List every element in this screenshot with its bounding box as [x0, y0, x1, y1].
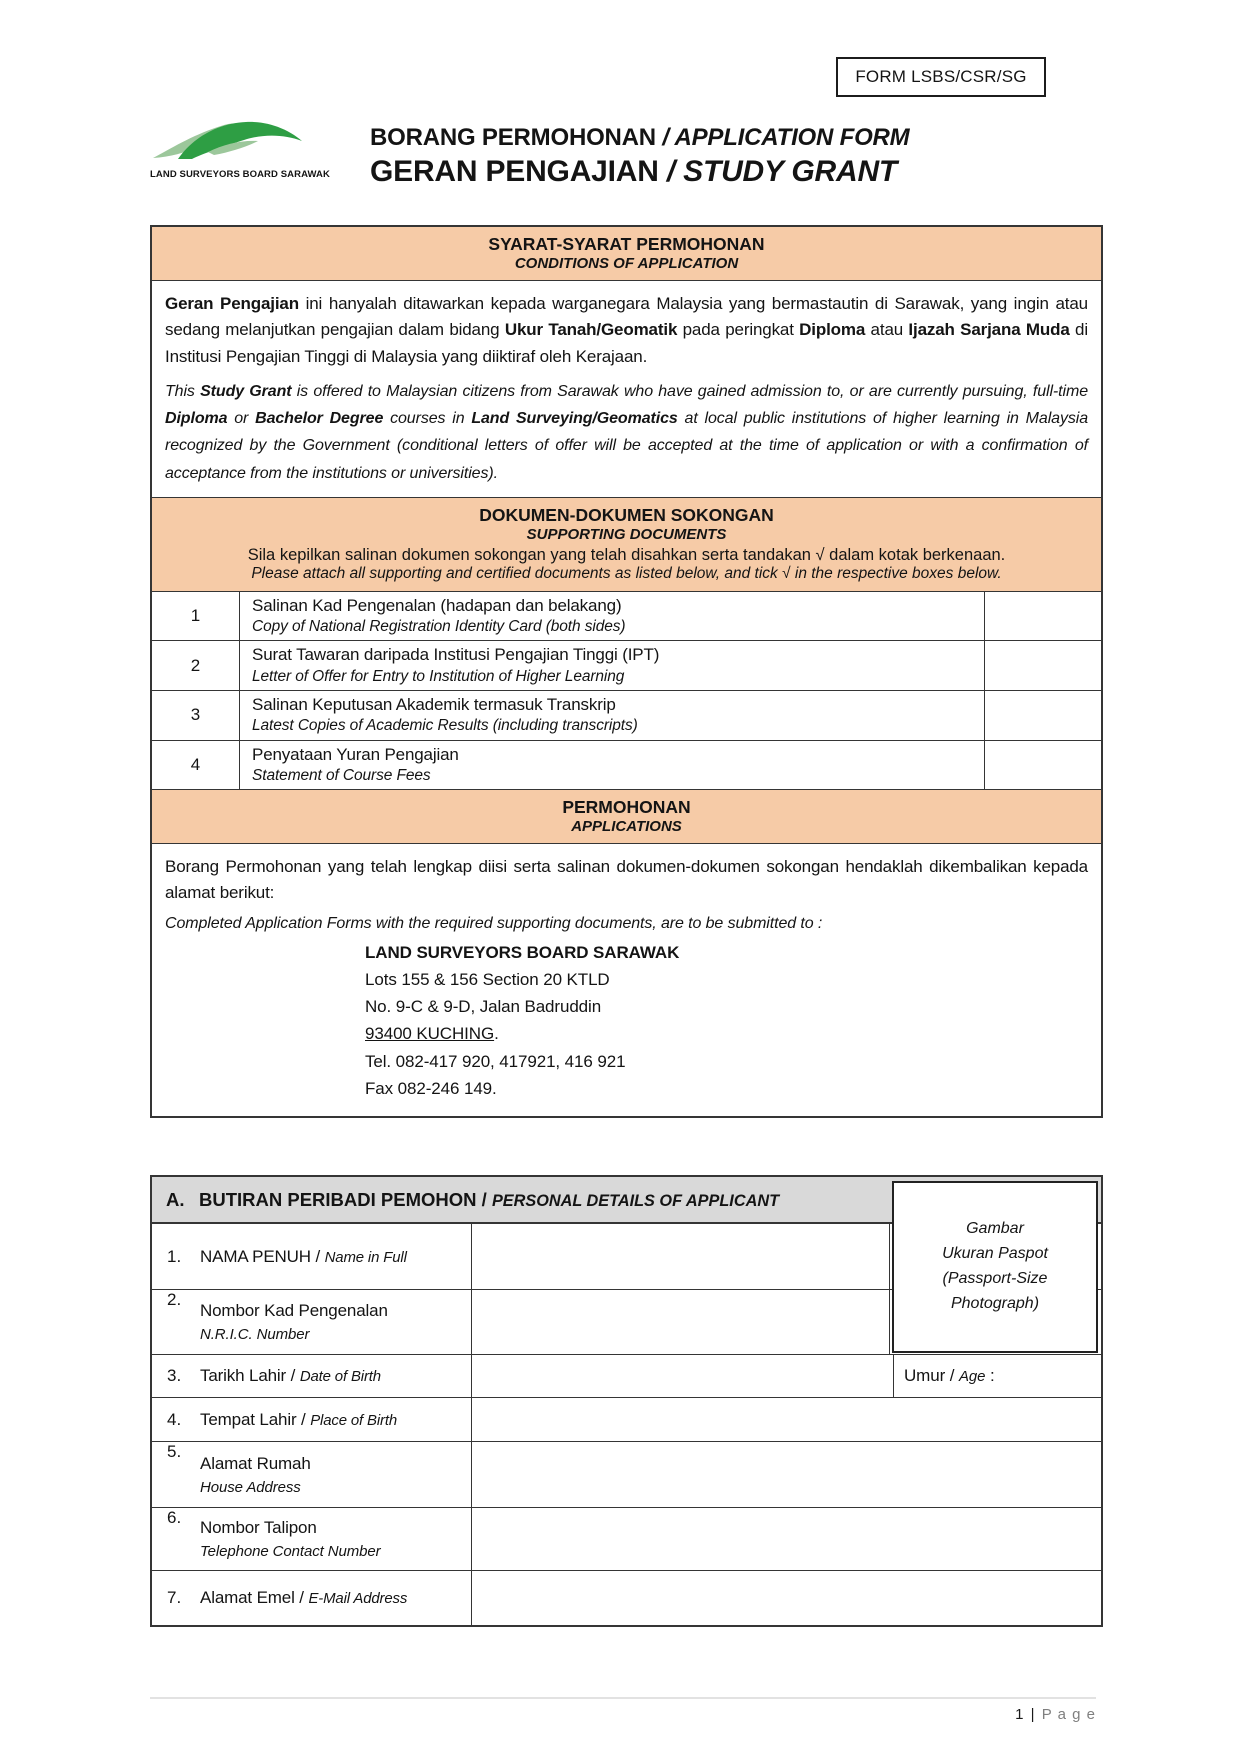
document-item-en: Copy of National Registration Identity Card (both sides) [252, 618, 626, 636]
lsbs-logo-icon [150, 116, 320, 166]
document-title-line2: GERAN PENGAJIAN / STUDY GRANT [370, 154, 898, 188]
age-input-cell[interactable] [894, 1355, 1101, 1397]
document-item-ms: Salinan Keputusan Akademik termasuk Transkrip [252, 694, 616, 714]
nric-input-cell[interactable] [472, 1290, 890, 1354]
document-item-number: 3 [152, 691, 240, 740]
field-number: 3. [167, 1366, 182, 1385]
name-input-cell[interactable] [472, 1224, 890, 1289]
passport-photo-box[interactable] [892, 1181, 1098, 1353]
documents-heading-en: SUPPORTING DOCUMENTS [526, 525, 727, 543]
documents-header [152, 498, 1101, 592]
conditions-paragraph-en: This Study Grant is offered to Malaysian citizens from Sarawak who have gained admission to, or are currently pursuing, full-time Diploma or Bachelor Degree courses in Land Surveying/Geomatics at local public institutions of higher learning in Malaysia recognized by the Government (conditional letters of offer will be accepted at the time of application or with a confirmation of acceptance from the institutions or universities). [165, 383, 1089, 482]
field-number: 4. [167, 1409, 182, 1429]
document-item-row [152, 641, 1101, 691]
address-city: 93400 KUCHING. [365, 1024, 499, 1044]
field-label-text [200, 1301, 388, 1343]
field-label-ms: Alamat Rumah [200, 1453, 311, 1473]
field-label-text [200, 1454, 311, 1496]
document-item-en: Letter of Offer for Entry to Institution of Higher Learning [252, 667, 625, 685]
document-item-row [152, 741, 1101, 791]
house-address-input-cell[interactable] [472, 1442, 1101, 1507]
field-label-text: NAMA PENUH / Name in Full [200, 1246, 407, 1266]
document-item-ms: Surat Tawaran daripada Institusi Pengajian Tinggi (IPT) [252, 645, 660, 665]
field-number: 1. [167, 1246, 182, 1266]
document-item-number: 1 [152, 592, 240, 641]
document-item-row [152, 691, 1101, 741]
field-label-en: House Address [200, 1478, 301, 1496]
section-a [150, 1175, 1103, 1627]
document-title [370, 110, 909, 190]
applications-header [152, 790, 1101, 844]
conditions-paragraph-ms: Geran Pengajian ini hanyalah ditawarkan kepada warganegara Malaysia yang bermastautin di Sarawak, yang ingin atau sedang melanjutkan pengajian dalam bidang Ukur Tanah/Geomatik pada peringkat Diploma atau Ijazah Sarjana Muda di Institusi Pengajian Tinggi di Malaysia yang diiktiraf oleh Kerajaan. [165, 294, 1088, 366]
document-title-line1: BORANG PERMOHONAN / APPLICATION FORM [370, 124, 910, 151]
field-label-nric [152, 1290, 472, 1354]
field-number: 7. [167, 1588, 182, 1607]
page-number [150, 1706, 1096, 1723]
logo-caption: LAND SURVEYORS BOARD SARAWAK [150, 169, 330, 180]
document-item-text [240, 741, 984, 790]
field-number: 6. [167, 1508, 182, 1527]
field-label-email [152, 1571, 472, 1625]
field-row-house-address [152, 1442, 1101, 1508]
email-input-cell[interactable] [472, 1571, 1101, 1625]
field-label-name [152, 1224, 472, 1289]
conditions-header [152, 227, 1101, 281]
field-label-ms: Nombor Kad Pengenalan [200, 1301, 388, 1320]
field-label-text: Alamat Emel / E-Mail Address [200, 1588, 408, 1607]
document-header [150, 110, 1103, 190]
applications-paragraph-en: Completed Application Forms with the required supporting documents, are to be submitted to : [165, 914, 823, 932]
address-name: LAND SURVEYORS BOARD SARAWAK [365, 942, 680, 962]
field-label-pob [152, 1398, 472, 1441]
field-row-pob [152, 1398, 1101, 1442]
form-code-box: FORM LSBS/CSR/SG [836, 57, 1046, 97]
field-label-text [200, 1518, 381, 1560]
footer-divider [150, 1697, 1096, 1699]
tick-box-cell[interactable] [984, 592, 1101, 641]
conditions-heading-ms: SYARAT-SYARAT PERMOHONAN [488, 234, 765, 254]
document-item-text [240, 592, 984, 641]
applications-heading-ms: PERMOHONAN [562, 797, 691, 818]
field-label-text: Tarikh Lahir / Date of Birth [200, 1366, 381, 1385]
applications-paragraph-ms: Borang Permohonan yang telah lengkap diisi serta salinan dokumen-dokumen sokongan hendaklah dikembalikan kepada alamat berikut: [165, 857, 1088, 903]
conditions-body [152, 281, 1101, 498]
conditions-heading-en: CONDITIONS OF APPLICATION [514, 255, 739, 272]
lsbs-logo [150, 110, 330, 180]
tick-box-cell[interactable] [984, 641, 1101, 690]
documents-heading-ms: DOKUMEN-DOKUMEN SOKONGAN [479, 504, 774, 525]
document-item-text [240, 691, 984, 740]
page-footer [150, 1697, 1096, 1723]
page-number-value: 1 [1015, 1706, 1024, 1723]
age-label: Umur / Age : [904, 1366, 995, 1385]
document-item-ms: Salinan Kad Pengenalan (hadapan dan belakang) [252, 595, 622, 615]
address-fax: Fax 082-246 149. [365, 1078, 497, 1098]
section-a-letter: A. [166, 1188, 185, 1210]
document-item-en: Statement of Course Fees [252, 766, 431, 784]
photo-box-line: Gambar [966, 1220, 1024, 1238]
documents-note-en: Please attach all supporting and certified documents as listed below, and tick √ in the respective boxes below. [251, 564, 1002, 582]
address-telephone: Tel. 082-417 920, 417921, 416 921 [365, 1051, 626, 1071]
document-item-number: 2 [152, 641, 240, 690]
photo-box-line: (Passport-Size [942, 1270, 1048, 1287]
document-item-en: Latest Copies of Academic Results (including transcripts) [252, 717, 638, 735]
field-number: 5. [167, 1442, 182, 1461]
address-line2: No. 9-C & 9-D, Jalan Badruddin [365, 997, 602, 1017]
photo-box-line: Photograph) [950, 1294, 1040, 1312]
dob-input-cell[interactable] [472, 1355, 894, 1397]
field-label-ms: Nombor Talipon [200, 1518, 317, 1537]
page-number-separator: | [1030, 1706, 1035, 1723]
document-item-text [240, 641, 984, 690]
document-item-number: 4 [152, 741, 240, 790]
document-item-ms: Penyataan Yuran Pengajian [252, 744, 459, 764]
section-a-title: BUTIRAN PERIBADI PEMOHON / PERSONAL DETAILS OF APPLICANT [199, 1188, 780, 1210]
photo-box-line: Ukuran Paspot [942, 1245, 1048, 1263]
document-item-row [152, 592, 1101, 642]
field-label-en: Telephone Contact Number [200, 1543, 381, 1560]
info-table [150, 225, 1103, 1118]
telephone-input-cell[interactable] [472, 1508, 1101, 1570]
field-row-dob [152, 1355, 1101, 1398]
field-label-dob [152, 1355, 472, 1397]
pob-input-cell[interactable] [472, 1398, 1101, 1441]
field-label-en: N.R.I.C. Number [200, 1326, 310, 1343]
field-row-telephone [152, 1508, 1101, 1571]
field-label-telephone [152, 1508, 472, 1570]
address-line1: Lots 155 & 156 Section 20 KTLD [365, 969, 610, 989]
tick-box-cell[interactable] [984, 741, 1101, 790]
field-row-email [152, 1571, 1101, 1625]
submission-address [365, 939, 1088, 1102]
tick-box-cell[interactable] [984, 691, 1101, 740]
field-label-text: Tempat Lahir / Place of Birth [200, 1409, 398, 1429]
field-label-house-address [152, 1442, 472, 1507]
page-number-label: P a g e [1041, 1706, 1096, 1723]
applications-body [152, 844, 1101, 1116]
field-number: 2. [167, 1290, 182, 1309]
applications-heading-en: APPLICATIONS [571, 818, 682, 836]
documents-note-ms: Sila kepilkan salinan dokumen sokongan yang telah disahkan serta tandakan √ dalam kotak berkenaan. [247, 545, 1006, 564]
